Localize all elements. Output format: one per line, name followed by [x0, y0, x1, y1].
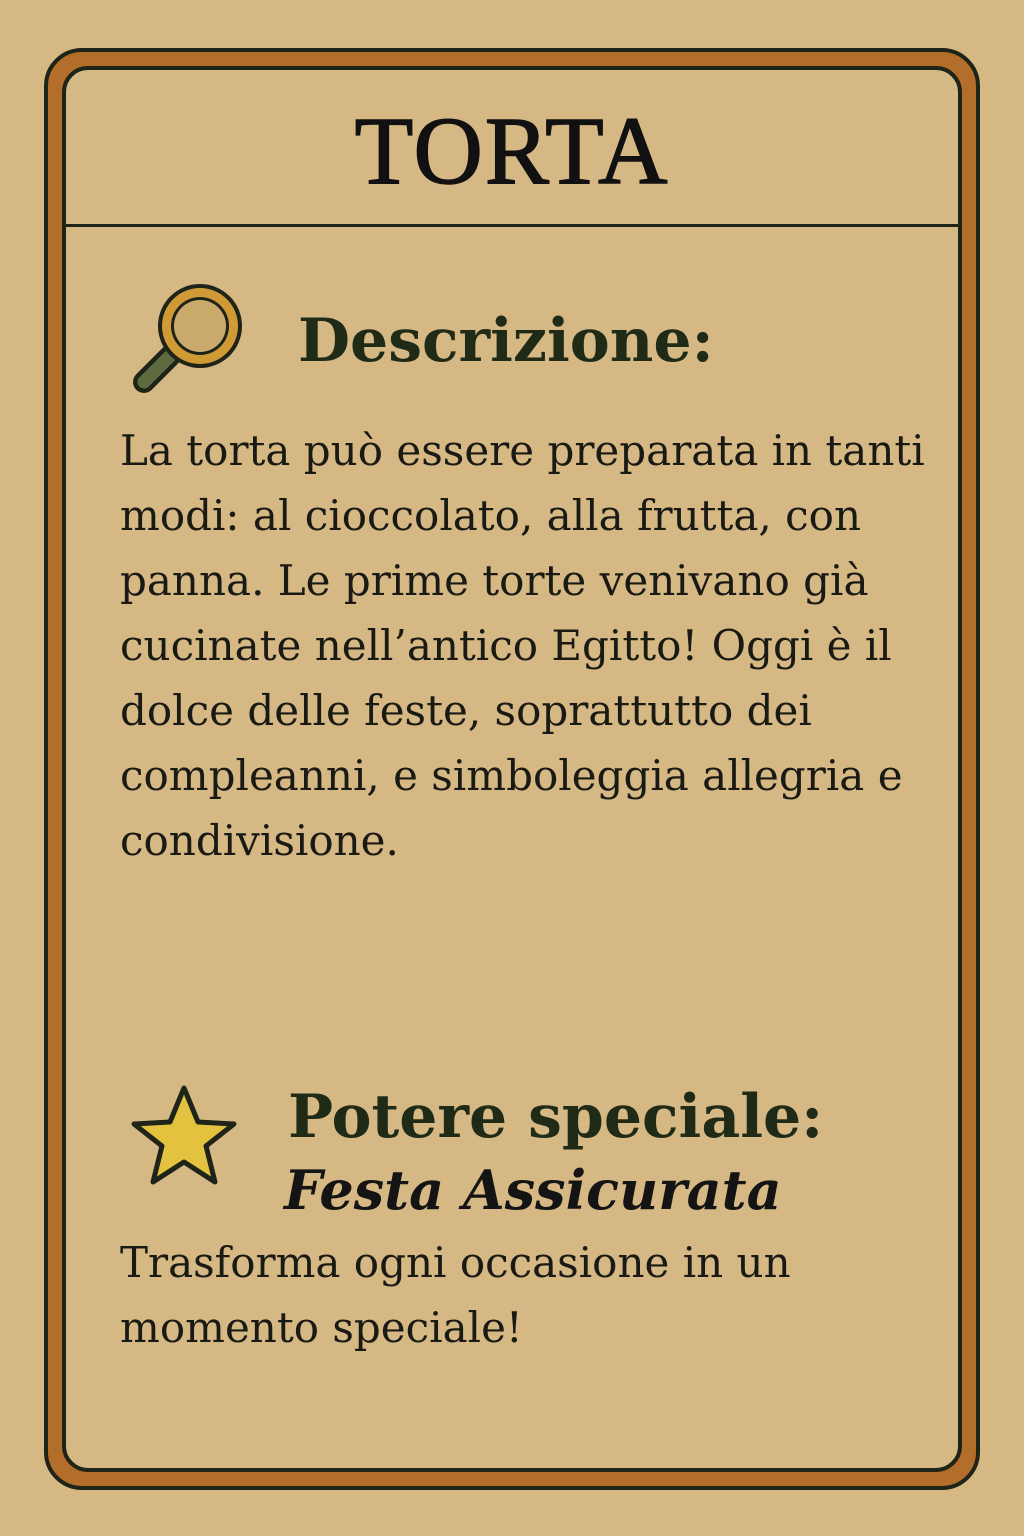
card-title: TORTA: [354, 96, 670, 204]
power-name: Festa Assicurata: [284, 1158, 782, 1222]
power-header: [128, 1054, 823, 1222]
card-frame: [44, 48, 980, 1490]
description-text: La torta può essere preparata in tanti modi: al cioccolato, alla frutta, con panna. Le prime torte venivano già cucinate nell’antico Egitto! Oggi è il dolce delle feste, soprattutto dei compleanni, e simboleggia allegria e condivisione.: [120, 426, 925, 865]
power-heading: Potere speciale:: [288, 1082, 824, 1152]
star-icon: [128, 1082, 240, 1194]
description-heading: Descrizione:: [298, 306, 714, 376]
description-header: [132, 276, 714, 396]
power-titles: [284, 1082, 824, 1222]
card-body: [62, 66, 962, 1472]
magnifying-glass-icon: [132, 276, 252, 396]
power-text: Trasforma ogni occasione in un momento speciale!: [120, 1238, 791, 1352]
title-bar: [66, 70, 958, 227]
